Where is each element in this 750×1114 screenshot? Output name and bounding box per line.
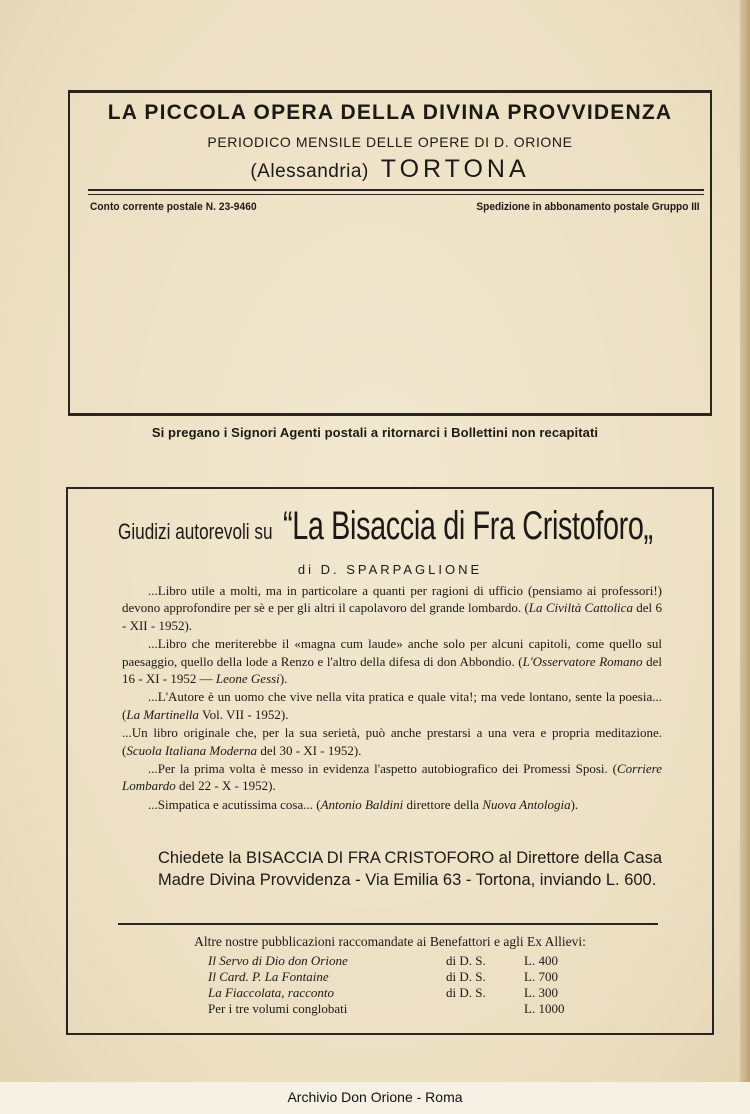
- page-edge-shadow: [740, 0, 750, 1114]
- order-instructions: Chiedete la BISACCIA DI FRA CRISTOFORO al Direttore della Casa Madre Divina Provvidenza - Via Emilia 63 - Tortona, inviando L. 600.: [158, 849, 663, 889]
- ad-divider: [118, 923, 658, 925]
- review-quote: ...Per la prima volta è messo in evidenza l'aspetto autobiografico dei Promessi Sposi. (Corriere Lombardo del 22 - X - 1952).: [122, 761, 662, 794]
- publication-byline: di D. S.: [446, 969, 486, 984]
- review-author: Leone Gessi: [215, 671, 280, 687]
- postal-notice: Si pregano i Signori Agenti postali a ritornarci i Bollettini non recapitati: [151, 425, 599, 440]
- review-quote: ...L'Autore è un uomo che vive nella vita pratica e quale vita!; ma vede lontano, sente la poesia... (La Martinella Vol. VII - 1952).: [122, 689, 662, 722]
- masthead-subtitle: PERIODICO MENSILE DELLE OPERE DI D. ORIONE: [207, 134, 573, 150]
- headline-book-title: “La Bisaccia di Fra Cristoforo„: [282, 504, 653, 548]
- publication-row: [208, 969, 584, 985]
- ad-headline: [118, 504, 750, 549]
- other-publications-title: Altre nostre pubblicazioni raccomandate ai Benefattori e agli Ex Allievi:: [194, 934, 586, 949]
- masthead-rule: [88, 189, 704, 191]
- review-source: Scuola Italiana Moderna: [126, 742, 258, 758]
- publication-price: L. 400: [524, 953, 558, 968]
- publication-name: La Fiaccolata, racconto: [208, 985, 335, 1000]
- publication-name: Per i tre volumi conglobati: [208, 1001, 348, 1016]
- masthead-title: LA PICCOLA OPERA DELLA DIVINA PROVVIDENZA: [107, 101, 673, 124]
- review-quote: ...Libro che meriterebbe il «magna cum laude» anche solo per alcuni capitoli, come quello sul paesaggio, quello della lode a Renzo e l'altro della difesa di don Abbondio. (L'Osservatore Romano del 16 - XI - 1952 — Leone Gessi).: [122, 636, 662, 687]
- publication-name: Il Card. P. La Fontaine: [208, 969, 329, 984]
- publication-name: Il Servo di Dio don Orione: [208, 953, 348, 968]
- publication-byline: di D. S.: [446, 985, 486, 1000]
- review-source: Corriere Lombardo: [122, 761, 662, 794]
- publication-byline: [446, 1001, 524, 1017]
- review-quotes: [122, 582, 662, 814]
- review-magazine: Nuova Antologia: [482, 796, 571, 812]
- review-source: La Civiltà Cattolica: [528, 600, 633, 616]
- masthead-city-line: [70, 155, 710, 184]
- publication-row: [208, 953, 584, 969]
- publication-price: L. 300: [524, 985, 558, 1000]
- publications-table: [208, 953, 584, 1017]
- postal-account: Conto corrente postale N. 23-9460: [90, 201, 257, 213]
- review-quote: ...Un libro originale che, per la sua serietà, può anche prestarsi a una vera e propria meditazione. (Scuola Italiana Moderna del 30 - XI - 1952).: [122, 725, 662, 758]
- headline-lead: Giudizi autorevoli su: [118, 519, 273, 544]
- masthead-rule-thin: [88, 194, 704, 195]
- shipping-note: Spedizione in abbonamento postale Gruppo III: [476, 201, 700, 213]
- masthead-box: [68, 90, 712, 416]
- province-label: (Alessandria): [250, 161, 369, 182]
- publication-price: L. 1000: [524, 1001, 565, 1016]
- archive-footer: Archivio Don Orione - Roma: [287, 1089, 463, 1105]
- publication-row: [208, 1001, 584, 1017]
- review-quote: ...Libro utile a molti, ma in particolare a quanti per ragioni di ufficio (pensiamo ai professori!) devono approfondire per sè e per gli altri il capolavoro del grande lombardo. (La Civiltà Cattolica del 6 - XII - 1952).: [122, 583, 662, 633]
- review-source: La Martinella: [126, 706, 199, 722]
- review-quote: ...Simpatica e acutissima cosa... (Antonio Baldini direttore della Nuova Antologia).: [148, 796, 579, 812]
- ad-author: di D. SPARPAGLIONE: [297, 562, 483, 577]
- city-label: TORTONA: [380, 155, 530, 183]
- review-source: L'Osservatore Romano: [522, 653, 643, 669]
- publication-byline: di D. S.: [446, 953, 486, 968]
- publication-price: L. 700: [524, 969, 558, 984]
- publication-row: [208, 985, 584, 1001]
- review-source: Antonio Baldini: [320, 796, 404, 812]
- advertisement-box: [66, 487, 714, 1035]
